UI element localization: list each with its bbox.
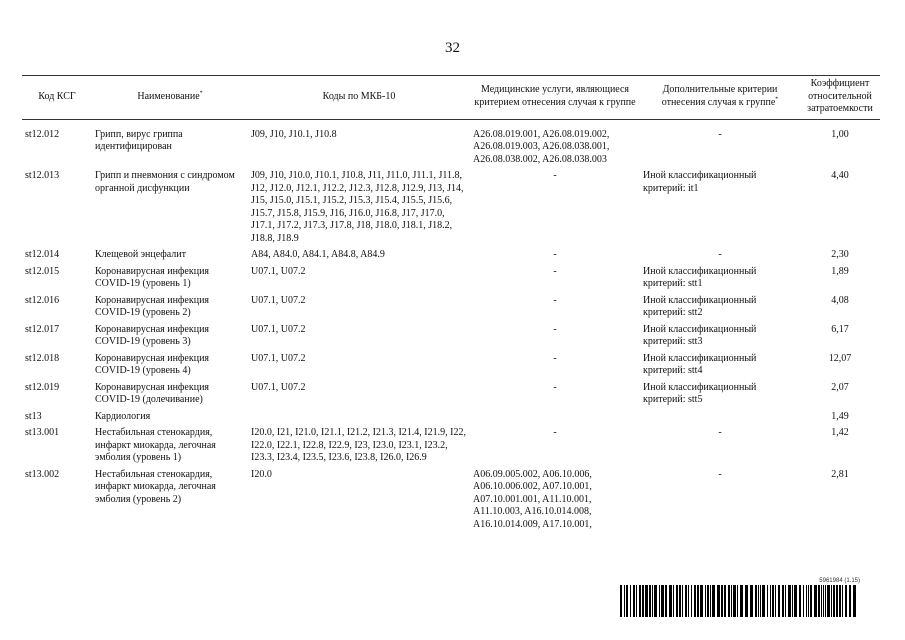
cell-name: Нестабильная стенокардия, инфаркт миокарда, легочная эмболия (уровень 2)	[95, 468, 216, 505]
footnote-mark: *	[199, 90, 203, 97]
cell-services	[470, 411, 640, 428]
footnote-mark: *	[775, 96, 779, 103]
cell-mkb: J09, J10, J10.1, J10.8	[251, 128, 337, 140]
cell-name: Кардиология	[95, 410, 151, 422]
cell-code: st12.017	[25, 323, 60, 335]
cell-services: A06.09.005.002, A06.10.006, A06.10.006.002, A07.10.001, A07.10.001.001, A11.10.001, A11.10.003, A16.10.014.008, A16.10.014.009, A17.10.001,	[473, 468, 592, 530]
cell-criteria	[640, 411, 800, 428]
header-mkb: Коды по МКБ-10	[248, 76, 470, 120]
cell-code: st12.013	[25, 170, 60, 181]
table-row	[22, 382, 880, 411]
cell-criteria: Иной классификационный критерий: stt3	[643, 323, 757, 347]
ksg-table	[22, 75, 880, 535]
cell-criteria: -	[718, 128, 722, 140]
cell-code: st12.016	[25, 294, 60, 306]
cell-criteria: -	[718, 249, 722, 260]
table-row	[22, 249, 880, 266]
cell-coef: 1,00	[831, 128, 849, 140]
page-number: 32	[445, 40, 460, 56]
cell-name: Коронавирусная инфекция COVID-19 (уровень 1)	[95, 265, 210, 289]
cell-code: st12.015	[25, 265, 60, 277]
cell-coef: 12,07	[828, 352, 852, 364]
cell-coef: 4,40	[831, 170, 849, 181]
cell-code: st13.001	[25, 427, 60, 438]
header-code: Код КСГ	[22, 76, 92, 120]
cell-services: -	[553, 170, 557, 181]
cell-name: Клещевой энцефалит	[95, 249, 187, 260]
cell-coef: 1,42	[831, 427, 849, 438]
cell-mkb: I20.0	[251, 468, 272, 480]
cell-mkb: J09, J10, J10.0, J10.1, J10.8, J11, J11.0, J11.1, J11.8, J12, J12.0, J12.1, J12.2, J12.3, J12.8, J12.9, J13, J14, J15, J15.0, J15.1, J15.2, J15.3, J15.4, J15.5, J15.6, J15.7, J15.8, J15.9, J16, J16.0, J16.8, J17, J17.0, J17.1, J17.2, J17.3, J17.8, J18, J18.0, J18.1, J18.2, J18.8, J18.9	[251, 170, 464, 244]
cell-services: A26.08.019.001, A26.08.019.002, A26.08.019.003, A26.08.038.001, A26.08.038.002, A26.08.038.003	[473, 128, 610, 165]
table-row	[22, 353, 880, 382]
header-criteria: Дополнительные критерии отнесения случая к группе*	[640, 76, 800, 120]
table-row	[22, 119, 880, 170]
cell-coef: 6,17	[831, 323, 849, 335]
cell-name: Коронавирусная инфекция COVID-19 (уровень 3)	[95, 323, 210, 347]
cell-code: st12.019	[25, 381, 60, 393]
cell-name: Коронавирусная инфекция COVID-19 (долечивание)	[95, 381, 210, 405]
cell-criteria: -	[718, 468, 722, 480]
cell-name: Грипп, вирус гриппа идентифицирован	[95, 128, 183, 152]
cell-coef: 2,81	[831, 468, 849, 480]
cell-mkb: U07.1, U07.2	[251, 265, 306, 277]
cell-code: st12.012	[25, 128, 60, 140]
cell-criteria: Иной классификационный критерий: stt5	[643, 381, 757, 405]
cell-coef: 1,49	[831, 410, 849, 422]
cell-code: st13	[25, 410, 42, 422]
barcode-number: 5961984 (1.15)	[819, 578, 860, 584]
cell-criteria: Иной классификационный критерий: it1	[643, 170, 757, 194]
cell-code: st12.014	[25, 249, 60, 260]
table-row	[22, 427, 880, 469]
cell-code: st13.002	[25, 468, 60, 480]
cell-services: -	[553, 294, 557, 306]
header-services: Медицинские услуги, являющиеся критерием отнесения случая к группе	[470, 76, 640, 120]
cell-name: Коронавирусная инфекция COVID-19 (уровень 4)	[95, 352, 210, 376]
cell-coef: 1,89	[831, 265, 849, 277]
barcode-image	[620, 585, 860, 617]
cell-name: Коронавирусная инфекция COVID-19 (уровень 2)	[95, 294, 210, 318]
cell-services: -	[553, 265, 557, 277]
table-header-row	[22, 76, 880, 120]
cell-criteria: Иной классификационный критерий: stt2	[643, 294, 757, 318]
cell-coef: 4,08	[831, 294, 849, 306]
cell-coef: 2,30	[831, 249, 849, 260]
cell-mkb: U07.1, U07.2	[251, 323, 306, 335]
cell-services: -	[553, 249, 557, 260]
cell-services: -	[553, 352, 557, 364]
cell-mkb: U07.1, U07.2	[251, 381, 306, 393]
cell-mkb: U07.1, U07.2	[251, 352, 306, 364]
cell-name: Грипп и пневмония с синдромом органной дисфункции	[95, 170, 235, 194]
cell-criteria: Иной классификационный критерий: stt1	[643, 265, 757, 289]
table-row	[22, 170, 880, 249]
cell-mkb	[248, 411, 470, 428]
cell-services: -	[553, 323, 557, 335]
cell-coef: 2,07	[831, 381, 849, 393]
cell-criteria: -	[718, 427, 722, 438]
table-row	[22, 411, 880, 428]
cell-services: -	[553, 427, 557, 438]
table-row	[22, 324, 880, 353]
table-row	[22, 469, 880, 536]
cell-services: -	[553, 381, 557, 393]
cell-mkb: A84, A84.0, A84.1, A84.8, A84.9	[251, 249, 385, 260]
cell-name: Нестабильная стенокардия, инфаркт миокарда, легочная эмболия (уровень 1)	[95, 427, 216, 463]
cell-code: st12.018	[25, 352, 60, 364]
header-coef: Коэффициент относительной затратоемкости	[800, 76, 880, 120]
barcode	[620, 578, 860, 617]
cell-mkb: U07.1, U07.2	[251, 294, 306, 306]
table-row	[22, 295, 880, 324]
header-name: Наименование*	[92, 76, 248, 120]
table-row	[22, 266, 880, 295]
cell-mkb: I20.0, I21, I21.0, I21.1, I21.2, I21.3, I21.4, I21.9, I22, I22.0, I22.1, I22.8, I22.9, I23, I23.0, I23.1, I23.2, I23.3, I23.4, I23.5, I23.6, I23.8, I26.0, I26.9	[251, 427, 466, 463]
cell-criteria: Иной классификационный критерий: stt4	[643, 352, 757, 376]
